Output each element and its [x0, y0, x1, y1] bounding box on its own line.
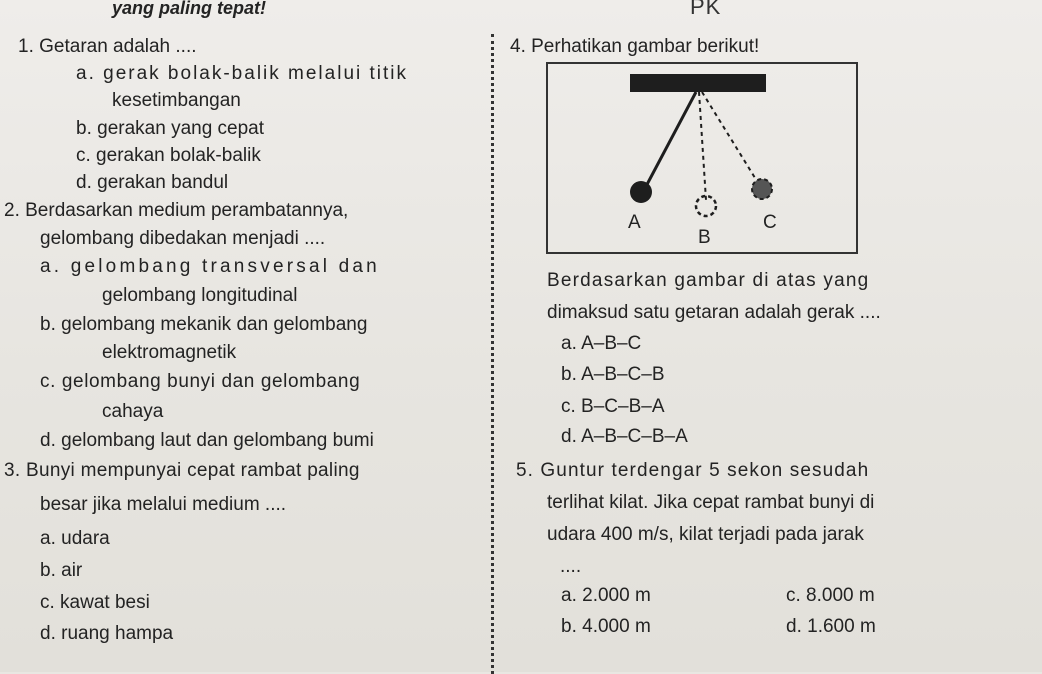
column-divider — [491, 34, 494, 674]
q4-option-a: a. A–B–C — [561, 333, 642, 354]
q5-option-c: c. 8.000 m — [786, 585, 875, 606]
q2-option-b-cont: elektromagnetik — [102, 342, 237, 363]
q1-option-b: b. gerakan yang cepat — [76, 118, 265, 139]
pendulum-string-b — [699, 92, 706, 200]
q4-text: Berdasarkan gambar di atas yang — [547, 270, 870, 291]
q3-option-d: d. ruang hampa — [40, 623, 174, 644]
pendulum-string-a — [643, 92, 696, 192]
q1-option-d: d. gerakan bandul — [76, 172, 229, 193]
q5-stem-cont3: .... — [560, 556, 582, 577]
q1-option-a: a. gerak bolak-balik melalui titik — [76, 63, 409, 84]
pendulum-bob-a — [630, 181, 652, 203]
q2-option-d: d. gelombang laut dan gelombang bumi — [40, 430, 374, 451]
q3-option-b: b. air — [40, 560, 83, 581]
q1-stem: 1. Getaran adalah .... — [18, 36, 197, 57]
label-b: B — [698, 227, 711, 248]
instruction-header: yang paling tepat! — [112, 0, 267, 18]
q2-stem: 2. Berdasarkan medium perambatannya, — [4, 200, 349, 221]
q4-option-d: d. A–B–C–B–A — [561, 426, 688, 447]
q5-stem: 5. Guntur terdengar 5 sekon sesudah — [516, 460, 870, 481]
handwritten-mark: PK — [690, 0, 722, 19]
pendulum-bob-c — [752, 179, 772, 199]
q2-option-b: b. gelombang mekanik dan gelombang — [40, 314, 368, 335]
q2-option-a-cont: gelombang longitudinal — [102, 285, 298, 306]
label-a: A — [628, 212, 641, 233]
pendulum-figure — [546, 62, 858, 254]
q3-option-c: c. kawat besi — [40, 592, 150, 613]
pendulum-diagram — [548, 64, 858, 254]
q1-option-a-cont: kesetimbangan — [112, 90, 241, 111]
pendulum-string-c — [702, 92, 760, 186]
q3-stem-cont: besar jika melalui medium .... — [40, 494, 287, 515]
q5-stem-cont2: udara 400 m/s, kilat terjadi pada jarak — [547, 524, 864, 545]
q5-option-a: a. 2.000 m — [561, 585, 651, 606]
q4-stem: 4. Perhatikan gambar berikut! — [510, 36, 760, 57]
q2-option-c: c. gelombang bunyi dan gelombang — [40, 371, 361, 392]
pendulum-support — [630, 74, 766, 92]
q4-option-c: c. B–C–B–A — [561, 396, 665, 417]
q3-stem: 3. Bunyi mempunyai cepat rambat paling — [4, 460, 360, 481]
q1-option-c: c. gerakan bolak-balik — [76, 145, 261, 166]
label-c: C — [763, 212, 777, 233]
q5-option-d: d. 1.600 m — [786, 616, 876, 637]
q4-option-b: b. A–B–C–B — [561, 364, 665, 385]
q5-option-b: b. 4.000 m — [561, 616, 651, 637]
q2-stem-cont: gelombang dibedakan menjadi .... — [40, 228, 326, 249]
q4-text-cont: dimaksud satu getaran adalah gerak .... — [547, 302, 881, 323]
q2-option-a: a. gelombang transversal dan — [40, 256, 380, 277]
q5-stem-cont1: terlihat kilat. Jika cepat rambat bunyi di — [547, 492, 875, 513]
q2-option-c-cont: cahaya — [102, 401, 164, 422]
q3-option-a: a. udara — [40, 528, 110, 549]
